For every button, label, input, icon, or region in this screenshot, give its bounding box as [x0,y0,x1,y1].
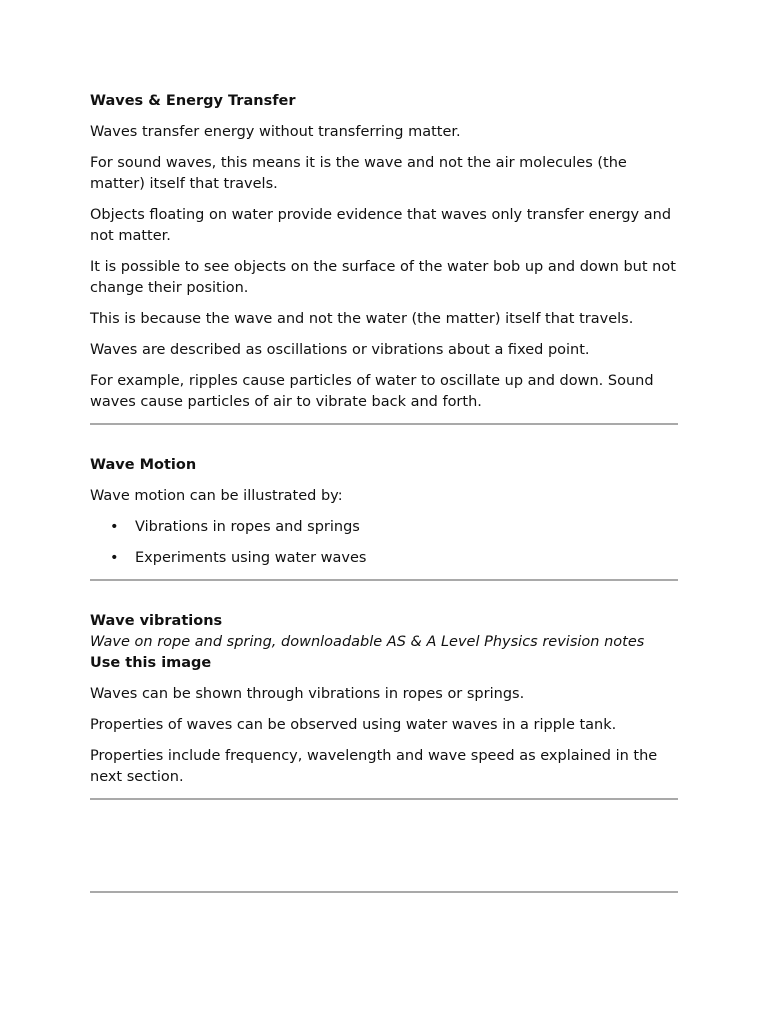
list-item-text: Experiments using water waves [135,550,367,566]
bullet-icon: • [110,519,119,535]
section-title-wave-motion: Wave Motion [90,457,197,473]
paragraph: Wave motion can be illustrated by: [90,488,343,504]
list-item-text: Vibrations in ropes and springs [135,519,360,535]
image-caption: Wave on rope and spring, downloadable AS & A Level Physics revision notes [90,634,645,650]
section-title-energy-transfer: Waves & Energy Transfer [90,93,296,109]
paragraph: Objects floating on water provide evidence that waves only transfer energy and not matter. [90,207,672,244]
paragraph: For sound waves, this means it is the wave and not the air molecules (the matter) itself that travels. [90,155,627,192]
bullet-list [90,517,678,569]
list-item [90,548,678,569]
paragraph: It is possible to see objects on the surface of the water bob up and down but not change their position. [90,259,676,296]
paragraph: Properties include frequency, wavelength and wave speed as explained in the next section. [90,748,658,785]
section-divider [90,891,678,893]
use-image-link[interactable]: Use this image [90,655,212,671]
blank-space [90,800,678,891]
paragraph: Properties of waves can be observed using water waves in a ripple tank. [90,717,617,733]
document-page [90,91,678,893]
paragraph: Waves are described as oscillations or vibrations about a fixed point. [90,342,590,358]
paragraph: Waves can be shown through vibrations in ropes or springs. [90,686,525,702]
section-divider [90,423,678,425]
paragraph: Waves transfer energy without transferring matter. [90,124,461,140]
section-divider [90,579,678,581]
bullet-icon: • [110,550,119,566]
section-title-wave-vibrations: Wave vibrations [90,613,223,629]
paragraph: For example, ripples cause particles of water to oscillate up and down. Sound waves cause particles of air to vibrate back and forth. [90,373,654,410]
paragraph: This is because the wave and not the water (the matter) itself that travels. [90,311,634,327]
list-item [90,517,678,538]
